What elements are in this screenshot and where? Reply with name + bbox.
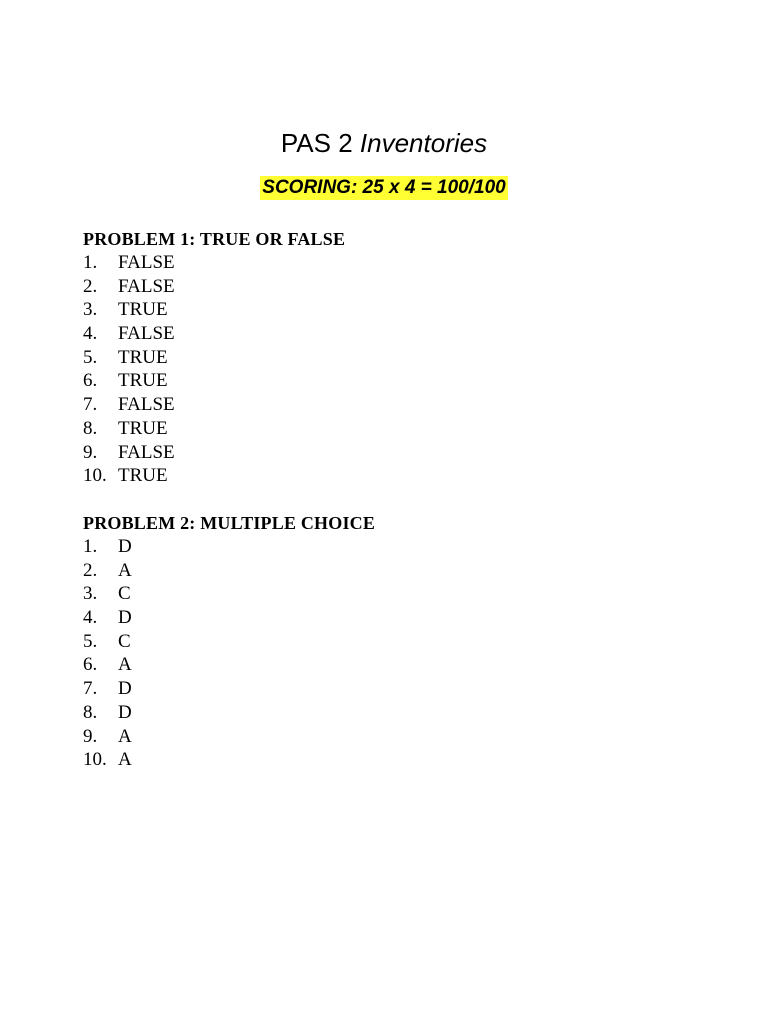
answer-item [83, 559, 375, 583]
answer-item [83, 464, 345, 488]
answer-number: 8. [83, 417, 98, 439]
answer-value: FALSE [118, 441, 175, 463]
answer-number: 4. [83, 607, 98, 629]
answer-item [83, 748, 375, 772]
answer-item [83, 417, 345, 441]
answer-item [83, 630, 375, 654]
answer-number: 10. [83, 465, 107, 487]
answer-value: TRUE [118, 346, 168, 368]
answer-item [83, 677, 375, 701]
answer-value: A [118, 725, 132, 747]
problem-1-section [83, 227, 345, 488]
answer-number: 6. [83, 654, 98, 676]
answer-value: D [118, 701, 132, 723]
answer-number: 3. [83, 299, 98, 321]
answer-number: 7. [83, 394, 98, 416]
problem-2-heading: PROBLEM 2: MULTIPLE CHOICE [83, 513, 376, 533]
answer-value: C [118, 630, 131, 652]
answer-item [83, 275, 345, 299]
answer-value: TRUE [118, 370, 168, 392]
answer-item [83, 393, 345, 417]
page-title [0, 126, 768, 160]
answer-item [83, 346, 345, 370]
answer-number: 6. [83, 370, 98, 392]
answer-item [83, 369, 345, 393]
answer-item [83, 653, 375, 677]
answer-item [83, 725, 375, 749]
answer-item [83, 441, 345, 465]
answer-value: D [118, 607, 132, 629]
answer-value: TRUE [118, 465, 168, 487]
answer-number: 9. [83, 725, 98, 747]
answer-number: 1. [83, 252, 98, 273]
answer-value: C [118, 583, 131, 605]
problem-1-answer-list [83, 251, 345, 488]
answer-item [83, 582, 375, 606]
answer-number: 2. [83, 559, 98, 581]
answer-value: A [118, 559, 132, 581]
answer-value: FALSE [118, 323, 175, 345]
answer-value: TRUE [118, 299, 168, 321]
scoring-highlight: SCORING: 25 x 4 = 100/100 [262, 177, 506, 198]
answer-item [83, 322, 345, 346]
answer-item [83, 251, 345, 275]
answer-number: 2. [83, 275, 98, 297]
answer-number: 5. [83, 346, 98, 368]
answer-item [83, 606, 375, 630]
scoring-container [0, 176, 768, 200]
answer-value: FALSE [118, 252, 175, 273]
title-prefix: PAS 2 [280, 128, 353, 158]
answer-number: 7. [83, 678, 98, 700]
answer-number: 3. [83, 583, 98, 605]
answer-value: D [118, 536, 132, 557]
answer-value: A [118, 654, 132, 676]
answer-value: FALSE [118, 394, 175, 416]
answer-value: FALSE [118, 275, 175, 297]
answer-number: 8. [83, 701, 98, 723]
problem-2-section [83, 511, 375, 772]
answer-value: D [118, 678, 132, 700]
answer-number: 1. [83, 536, 98, 557]
problem-2-answer-list [83, 535, 375, 772]
answer-number: 9. [83, 441, 98, 463]
title-italic: Inventories [359, 128, 488, 158]
answer-number: 5. [83, 630, 98, 652]
answer-number: 4. [83, 323, 98, 345]
answer-item [83, 701, 375, 725]
answer-value: A [118, 749, 132, 771]
answer-item [83, 298, 345, 322]
answer-item [83, 535, 375, 559]
answer-value: TRUE [118, 417, 168, 439]
answer-number: 10. [83, 749, 107, 771]
problem-1-heading: PROBLEM 1: TRUE OR FALSE [83, 229, 346, 249]
